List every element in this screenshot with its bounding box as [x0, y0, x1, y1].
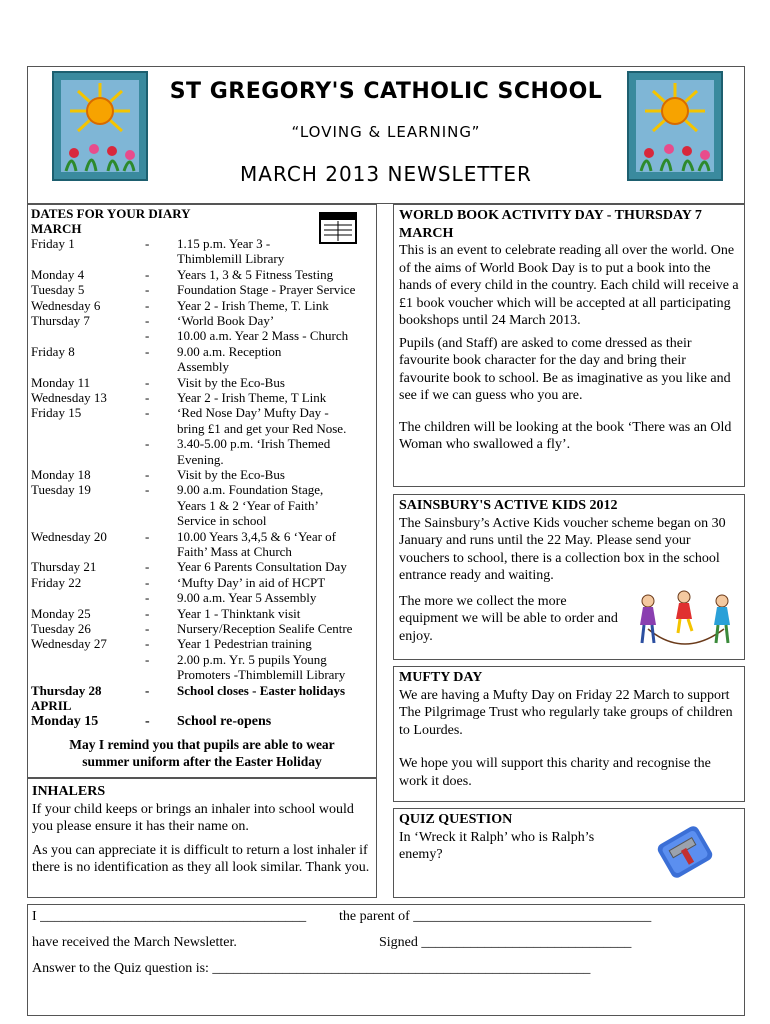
diary-entry-day: Monday 11: [31, 374, 91, 390]
diary-entry-separator: -: [145, 313, 150, 328]
sainsbury-text-1: The Sainsbury’s Active Kids voucher scheme began on 30 January and runs until the 22 May. Please send your vouchers to school, there is a collection box in the school entrance ready and waiting.: [399, 515, 726, 583]
diary-entry-text: Evening.: [177, 451, 224, 467]
mufty-day-section: [393, 666, 745, 802]
diary-entry-separator: -: [145, 682, 150, 698]
quiz-question: In ‘Wreck it Ralph’ who is Ralph’s enemy?: [399, 829, 595, 862]
diary-entry-text: ‘Mufty Day’ in aid of HCPT: [177, 574, 326, 590]
diary-entry-day: Wednesday 20: [31, 528, 107, 544]
diary-entry-day: Tuesday 19: [31, 482, 91, 498]
diary-entry-separator: -: [145, 236, 150, 251]
wbd-heading: WORLD BOOK ACTIVITY DAY - THURSDAY 7 MARCH: [399, 208, 702, 241]
world-book-day-section: [393, 204, 745, 487]
diary-entry-text: 2.00 p.m. Yr. 5 pupils Young: [177, 651, 327, 667]
diary-entry-text: bring £1 and get your Red Nose.: [177, 420, 347, 436]
diary-entry-text: Visit by the Eco-Bus: [177, 467, 285, 482]
diary-entry-day: Monday 25: [31, 605, 91, 621]
diary-entry-day: Monday 18: [31, 467, 91, 482]
diary-entry-text: 9.00 a.m. Foundation Stage,: [177, 482, 324, 498]
diary-entry-separator: -: [145, 621, 150, 636]
diary-section: [27, 204, 377, 778]
diary-entry-text: School closes - Easter holidays: [177, 682, 346, 698]
diary-entry-day: Wednesday 6: [31, 297, 101, 313]
diary-entry-text: ‘Red Nose Day’ Mufty Day -: [177, 405, 329, 421]
diary-entry-separator: -: [145, 467, 150, 482]
diary-entry-text: Service in school: [177, 513, 267, 529]
diary-entry-day: Friday 1: [31, 236, 75, 251]
reply-quiz-answer-line[interactable]: Answer to the Quiz question is: ______________________________________________________: [32, 961, 591, 976]
diary-entry-separator: -: [145, 328, 150, 344]
diary-entry-text: Year 2 - Irish Theme, T Link: [177, 390, 327, 405]
diary-entry-text: Faith’ Mass at Church: [177, 544, 292, 559]
diary-entry-day: Monday 4: [31, 266, 85, 282]
diary-entry-separator: -: [145, 482, 150, 498]
diary-entry-day: Thursday 21: [31, 559, 97, 575]
diary-entry-separator: -: [145, 651, 150, 667]
diary-entry-day: Tuesday 26: [31, 621, 91, 636]
sainsbury-section: [393, 494, 745, 660]
diary-entry-separator: -: [145, 605, 150, 621]
uniform-reminder: May I remind you that pupils are able to wear: [69, 736, 335, 752]
diary-entry-separator: -: [145, 266, 150, 282]
diary-entry-separator: -: [145, 297, 150, 313]
diary-entry-text: Years 1 & 2 ‘Year of Faith’: [177, 497, 319, 513]
reply-slip: [27, 904, 745, 1016]
diary-entry-text: 9.00 a.m. Reception: [177, 343, 282, 359]
diary-heading: DATES FOR YOUR DIARY: [31, 206, 191, 221]
diary-entry-text: Visit by the Eco-Bus: [177, 374, 285, 390]
diary-entry-day: Thursday 28: [31, 682, 102, 698]
diary-entry-text: Promoters -Thimblemill Library: [177, 667, 346, 683]
diary-entry-separator: -: [145, 714, 150, 730]
newsletter-title: MARCH 2013 NEWSLETTER: [240, 162, 532, 186]
diary-entry-text: 9.00 a.m. Year 5 Assembly: [177, 590, 317, 606]
diary-entry-separator: -: [145, 436, 150, 452]
wbd-text-3: The children will be looking at the book ‘There was an Old Woman who swallowed a fly’.: [399, 419, 732, 452]
mufty-text-1: We are having a Mufty Day on Friday 22 March to support The Pilgrimage Trust who regularly take groups of children to Lourdes.: [399, 687, 733, 738]
diary-entry-day: Wednesday 27: [31, 636, 107, 652]
diary-entry-text: Year 2 - Irish Theme, T. Link: [177, 297, 329, 313]
diary-entry-text: Assembly: [177, 359, 229, 375]
inhalers-heading: INHALERS: [32, 784, 106, 799]
school-motto: “LOVING & LEARNING”: [291, 123, 481, 141]
inhalers-section: [27, 778, 377, 898]
diary-entry-separator: -: [145, 574, 150, 590]
diary-entry-separator: -: [145, 528, 150, 544]
diary-month-march: MARCH: [31, 221, 82, 236]
diary-entry-text: 3.40-5.00 p.m. ‘Irish Themed: [177, 436, 331, 452]
diary-entry-text: ‘World Book Day’: [177, 313, 275, 328]
diary-entry-text: Year 1 Pedestrian training: [177, 636, 312, 652]
diary-entry-day: Friday 8: [31, 343, 75, 359]
quiz-section: [393, 808, 745, 898]
diary-entry-separator: -: [145, 559, 150, 575]
sainsbury-text-2: The more we collect the more equipment we will be able to order and enjoy.: [399, 593, 618, 644]
diary-entry-separator: -: [145, 405, 150, 421]
diary-entry-text: Thimblemill Library: [177, 251, 285, 267]
diary-entry-text: Years 1, 3 & 5 Fitness Testing: [177, 266, 334, 282]
mufty-heading: MUFTY DAY: [399, 670, 483, 685]
newsletter-header: [27, 66, 745, 204]
diary-entry-separator: -: [145, 343, 150, 359]
wbd-text-1: This is an event to celebrate reading all over the world. One of the aims of World Book Day is to put a book into the hands of every child in the country. Each child will receive a £1 book voucher which will be accepted at all participating bookshops until 24 March 2013.: [399, 243, 739, 328]
diary-entry-text: Foundation Stage - Prayer Service: [177, 282, 356, 298]
diary-entry-day: Tuesday 5: [31, 282, 85, 298]
diary-entry-text: 10.00 a.m. Year 2 Mass - Church: [177, 328, 349, 344]
reply-parent-line[interactable]: I ______________________________________: [32, 909, 307, 924]
diary-month-april: APRIL: [31, 698, 72, 713]
diary-entry-text: Nursery/Reception Sealife Centre: [177, 621, 353, 636]
reply-signed-line[interactable]: Signed ______________________________: [379, 935, 632, 950]
diary-entry-day: Thursday 7: [31, 313, 90, 328]
diary-entry-day: Wednesday 13: [31, 390, 107, 405]
wbd-text-2: Pupils (and Staff) are asked to come dressed as their favourite book character for the day and bring their favourite book to school. Be as imaginative as you like and see if we can guess who you are.: [399, 335, 731, 403]
diary-entry-text: School re-opens: [177, 714, 272, 730]
diary-entry-separator: -: [145, 636, 150, 652]
school-name: ST GREGORY'S CATHOLIC SCHOOL: [169, 79, 603, 104]
reply-child-line[interactable]: the parent of __________________________________: [339, 909, 652, 924]
diary-entry-separator: -: [145, 390, 150, 405]
diary-entry-day: Monday 15: [31, 714, 99, 730]
inhalers-text-1: If your child keeps or brings an inhaler into school would you please ensure it has their name on.: [32, 801, 354, 834]
diary-entry-separator: -: [145, 590, 150, 606]
diary-entry-day: Friday 22: [31, 574, 82, 590]
uniform-reminder: summer uniform after the Easter Holiday: [82, 753, 322, 769]
sainsbury-heading: SAINSBURY'S ACTIVE KIDS 2012: [399, 498, 618, 513]
diary-entry-separator: -: [145, 282, 150, 298]
diary-entry-separator: -: [145, 374, 150, 390]
diary-entry-day: Friday 15: [31, 405, 82, 421]
diary-entry-text: Year 6 Parents Consultation Day: [177, 559, 347, 575]
children-skipping-image: [634, 589, 739, 649]
reply-received-text: have received the March Newsletter.: [32, 935, 237, 950]
diary-entry-text: 10.00 Years 3,4,5 & 6 ‘Year of: [177, 528, 337, 544]
sun-flowers-logo: [627, 71, 723, 181]
diary-entry-text: 1.15 p.m. Year 3 -: [177, 236, 271, 251]
inhalers-text-2: As you can appreciate it is difficult to return a lost inhaler if there is no identification as they all look similar. Thank you.: [32, 842, 370, 875]
hammer-icon: [652, 819, 718, 885]
quiz-heading: QUIZ QUESTION: [399, 812, 513, 827]
mufty-text-2: We hope you will support this charity and recognise the work it does.: [399, 756, 711, 789]
diary-entry-text: Year 1 - Thinktank visit: [177, 605, 301, 621]
